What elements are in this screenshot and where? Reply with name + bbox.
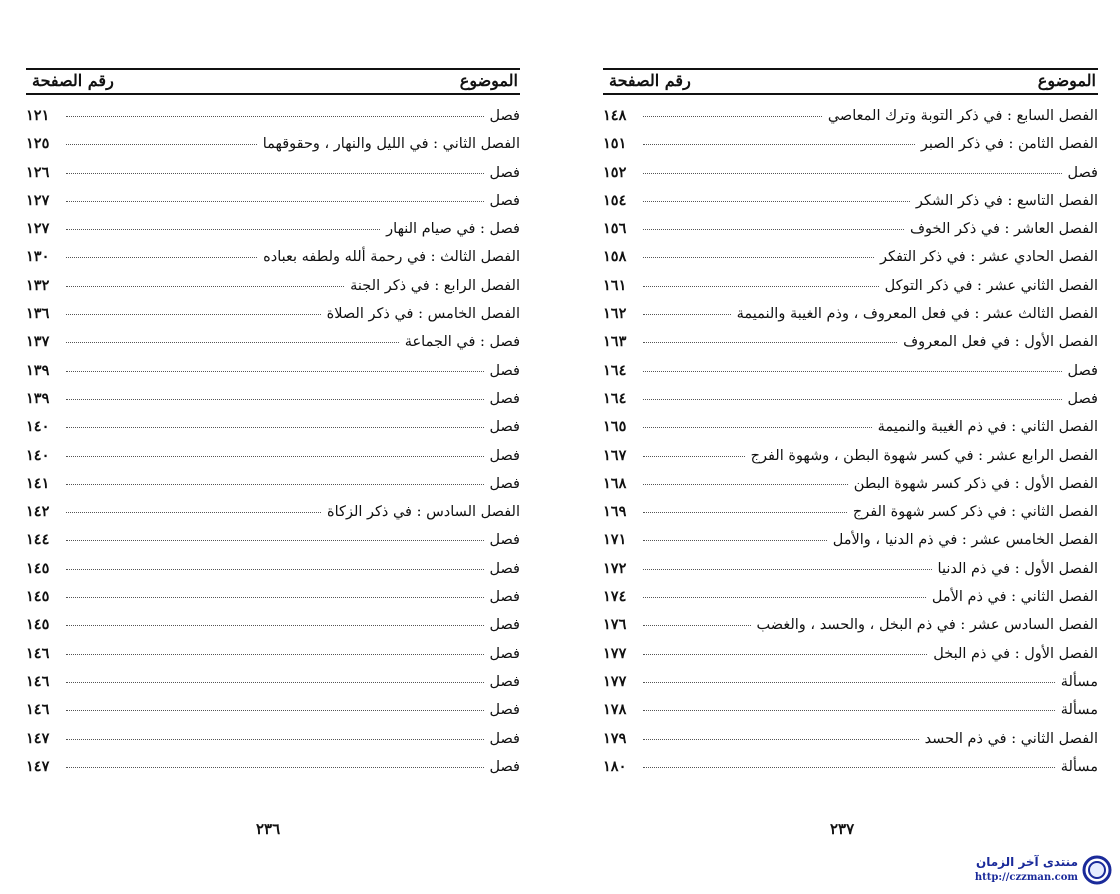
dot-leader xyxy=(643,286,879,287)
toc-entry xyxy=(603,531,1098,559)
toc-entry xyxy=(603,645,1098,673)
entry-page-number: ١٧٤ xyxy=(603,588,627,606)
dot-leader xyxy=(66,625,484,626)
toc-entry xyxy=(603,730,1098,758)
dot-leader xyxy=(643,173,1062,174)
entry-title: الفصل الرابع عشر : في كسر شهوة البطن ، وشهوة الفرج xyxy=(750,447,1098,464)
dot-leader xyxy=(66,201,484,202)
toc-entry xyxy=(26,475,520,503)
dot-leader xyxy=(66,427,484,428)
toc-page-right xyxy=(603,68,1098,786)
entry-title: فصل xyxy=(1067,390,1098,407)
entry-page-number: ١٣٠ xyxy=(26,248,50,266)
toc-entry xyxy=(603,418,1098,446)
dot-leader xyxy=(66,682,484,683)
entry-title: الفصل الثاني : في ذم الأمل xyxy=(931,589,1098,606)
toc-entry xyxy=(603,390,1098,418)
toc-entry xyxy=(603,673,1098,701)
dot-leader xyxy=(66,286,344,287)
entry-page-number: ١٤٨ xyxy=(603,107,627,124)
dot-leader xyxy=(643,342,897,343)
entry-title: الفصل الخامس : في ذكر الصلاة xyxy=(326,306,520,323)
entry-title: فصل : في الجماعة xyxy=(404,334,520,351)
toc-entry xyxy=(26,616,520,644)
entry-title: الفصل الخامس عشر : في ذم الدنيا ، والأمل xyxy=(832,532,1098,549)
dot-leader xyxy=(643,144,915,145)
toc-entry xyxy=(26,192,520,220)
entry-title: فصل xyxy=(489,702,520,719)
dot-leader xyxy=(66,314,321,315)
entry-page-number: ١٣٢ xyxy=(26,276,50,294)
entry-title: الفصل الثاني : في ذم الغيبة والنميمة xyxy=(877,419,1098,436)
dot-leader xyxy=(66,371,484,372)
entry-page-number: ١٤٥ xyxy=(26,559,50,577)
toc-entry xyxy=(26,220,520,248)
entry-page-number: ١٧٢ xyxy=(603,559,627,577)
entry-title: فصل xyxy=(489,390,520,407)
toc-entry xyxy=(603,164,1098,192)
dot-leader xyxy=(66,399,484,400)
dot-leader xyxy=(643,314,731,315)
entry-page-number: ١٤٧ xyxy=(26,757,50,775)
entry-page-number: ١٦٣ xyxy=(603,333,627,351)
toc-entry xyxy=(26,390,520,418)
entry-page-number: ١٢٧ xyxy=(26,191,50,209)
dot-leader xyxy=(643,682,1055,683)
toc-list xyxy=(603,107,1098,786)
dot-leader xyxy=(66,173,484,174)
entry-title: الفصل الثاني عشر : في ذكر التوكل xyxy=(884,277,1098,294)
entry-title: فصل xyxy=(1067,362,1098,379)
toc-entry xyxy=(26,333,520,361)
dot-leader xyxy=(66,739,484,740)
toc-entry xyxy=(603,616,1098,644)
entry-page-number: ١٧٧ xyxy=(603,644,627,662)
page-column-label: رقم الصفحة xyxy=(32,71,114,90)
toc-entry xyxy=(26,730,520,758)
toc-entry xyxy=(603,220,1098,248)
dot-leader xyxy=(66,229,380,230)
toc-entry xyxy=(26,673,520,701)
entry-title: الفصل الرابع : في ذكر الجنة xyxy=(350,277,520,294)
dot-leader xyxy=(66,710,484,711)
toc-entry xyxy=(26,447,520,475)
entry-page-number: ١٤٥ xyxy=(26,588,50,606)
dot-leader xyxy=(643,512,847,513)
dot-leader xyxy=(66,767,484,768)
dot-leader xyxy=(643,710,1055,711)
dot-leader xyxy=(643,116,822,117)
entry-page-number: ١٤٦ xyxy=(26,644,50,662)
toc-entry xyxy=(26,135,520,163)
entry-page-number: ١٢١ xyxy=(26,107,50,124)
entry-title: الفصل الثاني : في الليل والنهار ، وحقوقهما xyxy=(262,136,520,153)
entry-title: الفصل العاشر : في ذكر الخوف xyxy=(910,221,1098,238)
toc-entry xyxy=(26,560,520,588)
toc-entry xyxy=(603,333,1098,361)
entry-page-number: ١٥٨ xyxy=(603,248,627,266)
toc-entry xyxy=(26,107,520,135)
dot-leader xyxy=(66,540,484,541)
toc-entry xyxy=(603,503,1098,531)
entry-page-number: ١٧٩ xyxy=(603,729,627,747)
entry-title: فصل xyxy=(489,673,520,690)
entry-title: فصل xyxy=(489,589,520,606)
dot-leader xyxy=(643,484,848,485)
dot-leader xyxy=(643,456,745,457)
entry-title: فصل xyxy=(489,758,520,775)
dot-leader xyxy=(66,342,399,343)
toc-entry xyxy=(26,277,520,305)
entry-title: الفصل السابع : في ذكر التوبة وترك المعاصي xyxy=(827,108,1098,124)
entry-title: الفصل الأول : في ذم البخل xyxy=(933,645,1098,662)
entry-page-number: ١٦٤ xyxy=(603,361,627,379)
dot-leader xyxy=(643,540,827,541)
dot-leader xyxy=(643,625,751,626)
entry-page-number: ١٤٥ xyxy=(26,616,50,634)
watermark xyxy=(942,855,1112,889)
entry-page-number: ١٥٢ xyxy=(603,163,627,181)
entry-title: الفصل الأول : في ذم الدنيا xyxy=(937,560,1098,577)
toc-entry xyxy=(26,503,520,531)
dot-leader xyxy=(643,597,926,598)
dot-leader xyxy=(643,371,1062,372)
entry-page-number: ١٤٤ xyxy=(26,531,50,549)
watermark-url: http://czzman.com xyxy=(974,872,1078,883)
toc-entry xyxy=(603,107,1098,135)
toc-entry xyxy=(603,475,1098,503)
toc-entry xyxy=(26,362,520,390)
entry-page-number: ١٧٦ xyxy=(603,616,627,634)
entry-page-number: ١٤٢ xyxy=(26,503,50,521)
toc-entry xyxy=(603,305,1098,333)
entry-page-number: ١٦٨ xyxy=(603,474,627,492)
toc-entry xyxy=(603,192,1098,220)
entry-page-number: ١٤٠ xyxy=(26,418,50,436)
entry-title: مسألة xyxy=(1060,673,1098,690)
entry-page-number: ١٦٩ xyxy=(603,503,627,521)
dot-leader xyxy=(66,512,321,513)
entry-title: فصل xyxy=(489,419,520,436)
entry-page-number: ١٨٠ xyxy=(603,757,627,775)
entry-page-number: ١٧٨ xyxy=(603,701,627,719)
dot-leader xyxy=(643,201,910,202)
entry-page-number: ١٣٩ xyxy=(26,361,50,379)
entry-title: فصل xyxy=(489,560,520,577)
dot-leader xyxy=(66,484,484,485)
dot-leader xyxy=(66,257,257,258)
entry-page-number: ١٦١ xyxy=(603,276,627,294)
entry-title: الفصل السادس : في ذكر الزكاة xyxy=(327,504,520,521)
toc-entry xyxy=(26,701,520,729)
entry-title: فصل : في صيام النهار xyxy=(386,221,520,238)
entry-title: الفصل الحادي عشر : في ذكر التفكر xyxy=(879,249,1098,266)
entry-title: مسألة xyxy=(1060,758,1098,775)
topic-column-label: الموضوع xyxy=(1037,71,1096,90)
dot-leader xyxy=(66,456,484,457)
dot-leader xyxy=(66,597,484,598)
entry-title: مسألة xyxy=(1060,702,1098,719)
entry-page-number: ١٤٦ xyxy=(26,672,50,690)
toc-entry xyxy=(603,362,1098,390)
entry-page-number: ١٢٧ xyxy=(26,220,50,238)
entry-page-number: ١٣٦ xyxy=(26,305,50,323)
toc-entry xyxy=(26,758,520,786)
entry-page-number: ١٧٧ xyxy=(603,672,627,690)
dot-leader xyxy=(643,654,927,655)
entry-page-number: ١٥١ xyxy=(603,135,627,153)
entry-title: الفصل الثالث : في رحمة ألله ولطفه بعباده xyxy=(263,249,520,266)
entry-title: فصل xyxy=(489,164,520,181)
dot-leader xyxy=(643,399,1062,400)
toc-page-left xyxy=(26,68,520,786)
entry-title: الفصل الثالث عشر : في فعل المعروف ، وذم الغيبة والنميمة xyxy=(736,306,1098,323)
entry-page-number: ١٣٧ xyxy=(26,333,50,351)
topic-column-label: الموضوع xyxy=(459,71,518,90)
entry-page-number: ١٣٩ xyxy=(26,389,50,407)
entry-page-number: ١٤١ xyxy=(26,474,50,492)
dot-leader xyxy=(66,569,484,570)
toc-entry xyxy=(603,560,1098,588)
toc-entry xyxy=(603,758,1098,786)
entry-title: الفصل الأول : في فعل المعروف xyxy=(903,334,1098,351)
toc-entry xyxy=(26,305,520,333)
entry-page-number: ١٢٦ xyxy=(26,163,50,181)
entry-page-number: ١٤٠ xyxy=(26,446,50,464)
toc-list xyxy=(26,107,520,786)
toc-entry xyxy=(603,701,1098,729)
entry-page-number: ١٦٧ xyxy=(603,446,627,464)
toc-entry xyxy=(26,645,520,673)
entry-title: فصل xyxy=(489,362,520,379)
entry-page-number: ١٧١ xyxy=(603,531,627,549)
dot-leader xyxy=(643,229,904,230)
toc-entry xyxy=(603,447,1098,475)
circle-logo-icon xyxy=(1082,855,1112,885)
toc-entry xyxy=(26,164,520,192)
entry-page-number: ١٤٦ xyxy=(26,701,50,719)
entry-page-number: ١٤٧ xyxy=(26,729,50,747)
toc-header xyxy=(26,68,520,95)
toc-header xyxy=(603,68,1098,95)
page-number-left: ٢٣٦ xyxy=(256,820,281,838)
entry-title: فصل xyxy=(489,447,520,464)
dot-leader xyxy=(643,257,874,258)
toc-entry xyxy=(603,588,1098,616)
toc-entry xyxy=(26,248,520,276)
entry-title: فصل xyxy=(489,192,520,209)
entry-title: الفصل الثاني : في ذكر كسر شهوة الفرج xyxy=(852,504,1098,521)
toc-entry xyxy=(603,277,1098,305)
dot-leader xyxy=(66,144,257,145)
dot-leader xyxy=(643,739,919,740)
entry-title: فصل xyxy=(489,617,520,634)
dot-leader xyxy=(66,654,484,655)
entry-title: الفصل الثامن : في ذكر الصبر xyxy=(920,136,1098,153)
toc-entry xyxy=(26,531,520,559)
toc-entry xyxy=(26,588,520,616)
entry-title: فصل xyxy=(489,475,520,492)
entry-title: فصل xyxy=(489,730,520,747)
entry-title: فصل xyxy=(489,645,520,662)
dot-leader xyxy=(643,767,1055,768)
entry-page-number: ١٥٦ xyxy=(603,220,627,238)
entry-title: فصل xyxy=(1067,164,1098,181)
dot-leader xyxy=(643,569,932,570)
toc-entry xyxy=(26,418,520,446)
entry-page-number: ١٢٥ xyxy=(26,135,50,153)
toc-entry xyxy=(603,248,1098,276)
entry-page-number: ١٥٤ xyxy=(603,191,627,209)
toc-entry xyxy=(603,135,1098,163)
entry-title: فصل xyxy=(489,108,520,124)
page-column-label: رقم الصفحة xyxy=(609,71,691,90)
dot-leader xyxy=(643,427,872,428)
entry-title: الفصل الثاني : في ذم الحسد xyxy=(924,730,1098,747)
watermark-title: منتدى آخر الزمان xyxy=(976,855,1078,869)
entry-title: فصل xyxy=(489,532,520,549)
entry-page-number: ١٦٥ xyxy=(603,418,627,436)
entry-page-number: ١٦٢ xyxy=(603,305,627,323)
dot-leader xyxy=(66,116,484,117)
entry-title: الفصل السادس عشر : في ذم البخل ، والحسد ، والغضب xyxy=(756,617,1098,634)
entry-title: الفصل التاسع : في ذكر الشكر xyxy=(915,192,1098,209)
entry-page-number: ١٦٤ xyxy=(603,389,627,407)
page-number-right: ٢٣٧ xyxy=(830,820,855,838)
entry-title: الفصل الأول : في ذكر كسر شهوة البطن xyxy=(853,475,1098,492)
